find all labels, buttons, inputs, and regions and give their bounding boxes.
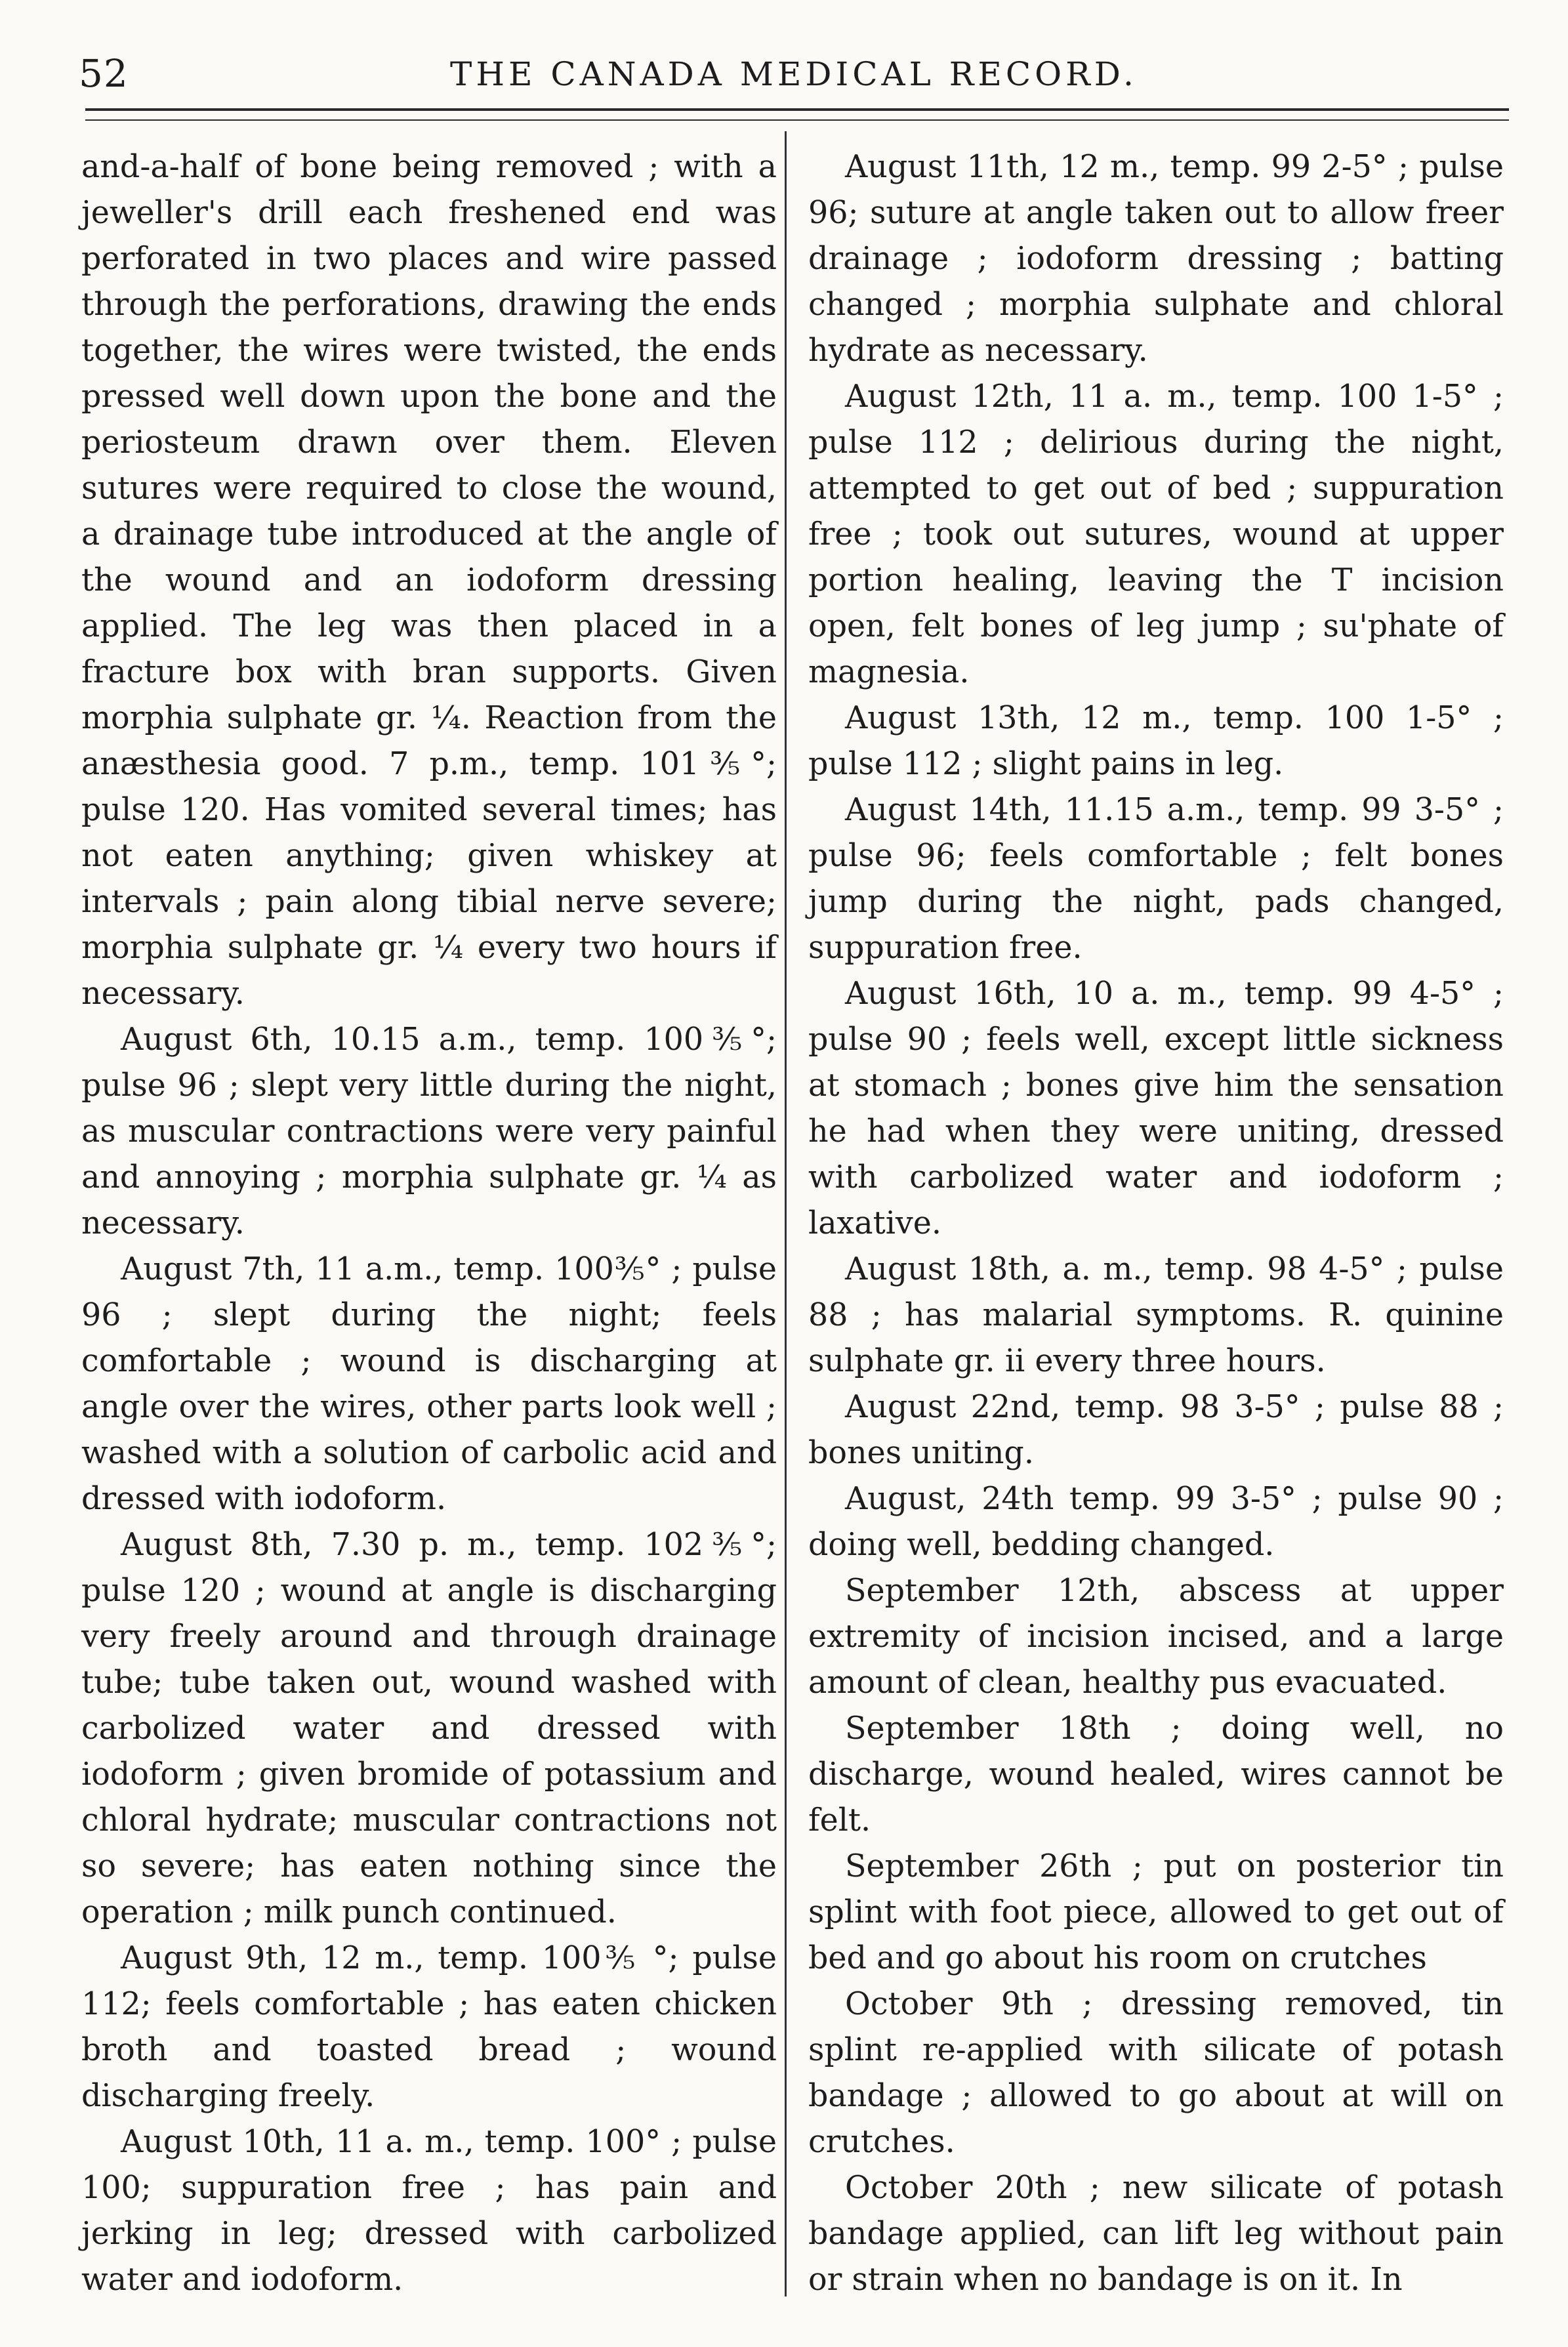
paragraph: August 6th, 10.15 a.m., temp. 100⅗°; pulse 96 ; slept very little during the night, as muscular contractions were very painful and annoying ; morphia sulphate gr. ¼ as necessary. <box>81 1022 777 1241</box>
paragraph: September 26th ; put on posterior tin splint with foot piece, allowed to get out of bed and go about his room on crutches <box>808 1848 1504 1976</box>
page-header <box>79 39 1509 98</box>
paragraph: September 12th, abscess at upper extremity of incision incised, and a large amount of clean, healthy pus evacuated. <box>808 1573 1504 1701</box>
paragraph: August 14th, 11.15 a.m., temp. 99 3-5° ; pulse 96; feels comfortable ; felt bones jump during the night, pads changed, suppuration free. <box>808 792 1504 966</box>
running-title: THE CANADA MEDICAL RECORD. <box>450 55 1138 93</box>
header-rule-thin <box>85 119 1509 121</box>
paragraph: August 9th, 12 m., temp. 100⅗ °; pulse 112; feels comfortable ; has eaten chicken broth and toasted bread ; wound discharging freely. <box>81 1940 777 2114</box>
paragraph: August 18th, a. m., temp. 98 4-5° ; pulse 88 ; has malarial symptoms. R. quinine sulphate gr. ii every three hours. <box>808 1251 1504 1379</box>
paragraph: August 7th, 11 a.m., temp. 100⅗° ; pulse 96 ; slept during the night; feels comfortable ; wound is discharging at angle over the wires, other parts look well ; washed with a solution of carbolic acid and dressed with iodoform. <box>81 1251 777 1517</box>
paragraph: August 11th, 12 m., temp. 99 2-5° ; pulse 96; suture at angle taken out to allow freer drainage ; iodoform dressing ; batting changed ; morphia sulphate and chloral hydrate as necessary. <box>808 149 1504 369</box>
paragraph: October 20th ; new silicate of potash bandage applied, can lift leg without pain or strain when no bandage is on it. In <box>808 2170 1504 2298</box>
page-number: 52 <box>79 51 129 96</box>
paragraph: September 18th ; doing well, no discharge, wound healed, wires cannot be felt. <box>808 1711 1504 1838</box>
paragraph: August 10th, 11 a. m., temp. 100° ; pulse 100; suppuration free ; has pain and jerking in leg; dressed with carbolized water and iodoform. <box>81 2124 777 2298</box>
paragraph: August 16th, 10 a. m., temp. 99 4-5° ; pulse 90 ; feels well, except little sickness at stomach ; bones give him the sensation he had when they were uniting, dressed with carbolized water and iodoform ; laxative. <box>808 976 1504 1241</box>
paragraph: October 9th ; dressing removed, tin splint re-applied with silicate of potash bandage ; allowed to go about at will on crutches. <box>808 1986 1504 2160</box>
column-divider <box>785 131 787 2296</box>
paragraph: August 8th, 7.30 p. m., temp. 102⅗°; pulse 120 ; wound at angle is discharging very freely around and through drainage tube; tube taken out, wound washed with carbolized water and dressed with iodoform ; given bromide of potassium and chloral hydrate; muscular contractions not so severe; has eaten nothing since the operation ; milk punch continued. <box>81 1527 777 1930</box>
paragraph: August 22nd, temp. 98 3-5° ; pulse 88 ; bones uniting. <box>808 1389 1504 1471</box>
header-rule <box>85 108 1509 111</box>
paragraph: and-a-half of bone being removed ; with a jeweller's drill each freshened end was perforated in two places and wire passed through the perforations, drawing the ends together, the wires were twisted, the ends pressed well down upon the bone and the periosteum drawn over them. Eleven sutures were required to close the wound, a drainage tube introduced at the angle of the wound and an iodoform dressing applied. The leg was then placed in a fracture box with bran supports. Given morphia sulphate gr. ¼. Reaction from the anæsthesia good. 7 p.m., temp. 101⅗°; pulse 120. Has vomited several times; has not eaten anything; given whiskey at intervals ; pain along tibial nerve severe; morphia sulphate gr. ¼ every two hours if necessary. <box>81 149 777 1012</box>
paragraph: August 12th, 11 a. m., temp. 100 1-5° ; pulse 112 ; delirious during the night, attempted to get out of bed ; suppuration free ; took out sutures, wound at upper portion healing, leaving the T incision open, felt bones of leg jump ; su'phate of magnesia. <box>808 379 1504 690</box>
right-column <box>808 144 1504 2303</box>
paragraph: August, 24th temp. 99 3-5° ; pulse 90 ; doing well, bedding changed. <box>808 1481 1504 1563</box>
left-column <box>81 144 777 2303</box>
paragraph: August 13th, 12 m., temp. 100 1-5° ; pulse 112 ; slight pains in leg. <box>808 700 1504 782</box>
